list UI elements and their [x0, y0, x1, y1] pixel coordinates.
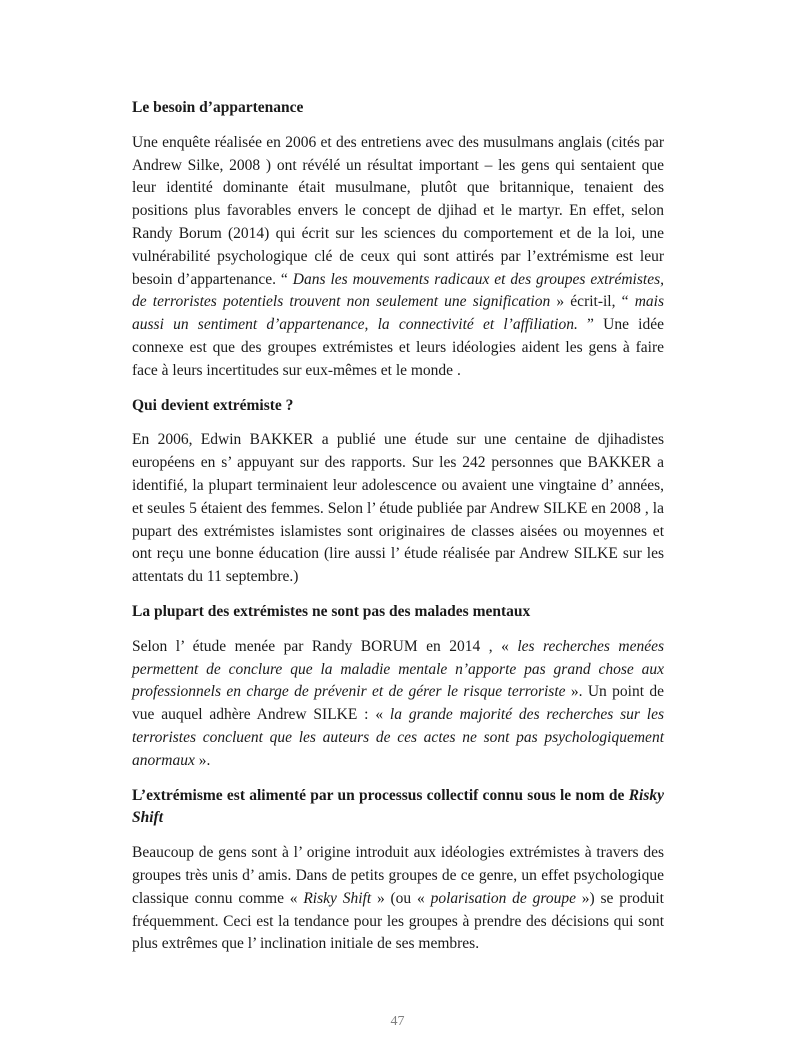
text-run: En 2006, Edwin BAKKER a publié une étude sur une centaine de djihadistes européens en s’ appuyant sur des rapports. Sur les 242 personnes que BAKKER a identifié, la plupart terminaient leur adolescence ou avaient une vingtaine d’ années, et seules 5 étaient des femmes. Selon l’ étude publiée par Andrew SILKE en 2008 , la pupart des extrémistes islamistes sont originaires de classes aisées ou moyennes et ont reçu une bonne éducation (lire aussi l’ étude réalisée par Andrew SILKE sur les attentats du 11 septembre.) [132, 431, 664, 586]
heading-text-italic: Risky Shift [132, 786, 664, 827]
paragraph-borum-silke [132, 636, 664, 773]
text-run: Une enquête réalisée en 2006 et des entretiens avec des musulmans anglais (cités par Andrew Silke, 2008 ) ont révélé un résultat important – les gens qui sentaient que leur identité dominante était musulmane, plutôt que britannique, tenaient des positions plus favorables envers le concept de djihad et le martyr. En effet, selon Randy Borum (2014) qui écrit sur les sciences du comportement et de la loi, une vulnérabilité psychologique clé de ceux qui sont attirés par l’extrémisme est leur besoin d’appartenance. “ [132, 133, 664, 288]
paragraph-appartenance [132, 132, 664, 383]
text-run: Beaucoup de gens sont à l’ origine introduit aux idéologies extrémistes à travers des groupes très unis d’ amis. Dans de petits groupes de ce genre, un effet psychologique classique connu comme « [132, 844, 664, 907]
text-run: ». [194, 751, 211, 769]
text-run-italic-term: Risky Shift [303, 889, 372, 907]
paragraph-risky-shift [132, 842, 664, 956]
page-content [132, 97, 664, 968]
heading-text: Qui devient extrémiste ? [132, 396, 294, 414]
heading-risky-shift [132, 785, 664, 831]
text-run: » écrit-il, “ [550, 293, 635, 311]
heading-text: L’extrémisme est alimenté par un processus collectif connu sous le nom de [132, 786, 629, 804]
text-run-italic-quote: la grande majorité des recherches sur les terroristes concluent que les auteurs de ces actes ne sont pas psychologiquement anormaux [132, 706, 664, 769]
text-run: ». Un point de vue auquel adhère Andrew SILKE : « [132, 683, 665, 724]
heading-besoin-appartenance [132, 97, 664, 120]
text-run: ») se produit fréquemment. Ceci est la tendance pour les groupes à prendre des décisions qui sont plus extrêmes que l’ inclination initiale de ses membres. [132, 889, 664, 953]
text-run-italic-term: polarisation de groupe [430, 889, 576, 907]
heading-text: Le besoin d’appartenance [132, 99, 304, 116]
text-run: ” Une idée connexe est que des groupes extrémistes et leurs idéologies aident les gens à faire face à leurs incertitudes sur eux-mêmes et le monde . [132, 316, 664, 379]
paragraph-bakker [132, 429, 664, 589]
text-run-italic-quote: mais aussi un sentiment d’appartenance, la connectivité et l’affiliation. [132, 293, 664, 334]
page-number: 47 [390, 1014, 405, 1029]
heading-text: La plupart des extrémistes ne sont pas des malades mentaux [132, 602, 531, 620]
heading-qui-devient-extremiste [132, 395, 664, 418]
text-run: » (ou « [371, 889, 431, 907]
text-run: Selon l’ étude menée par Randy BORUM en 2014 , « [132, 637, 518, 655]
text-run-italic-quote: Dans les mouvements radicaux et des groupes extrémistes, de terroristes potentiels trouvent non seulement une signification [132, 270, 664, 311]
text-run-italic-quote: les recherches menées permettent de conclure que la maladie mentale n’apporte pas grand chose aux professionnels en charge de prévenir et de gérer le risque terroriste [132, 637, 664, 701]
heading-malades-mentaux [132, 601, 664, 624]
